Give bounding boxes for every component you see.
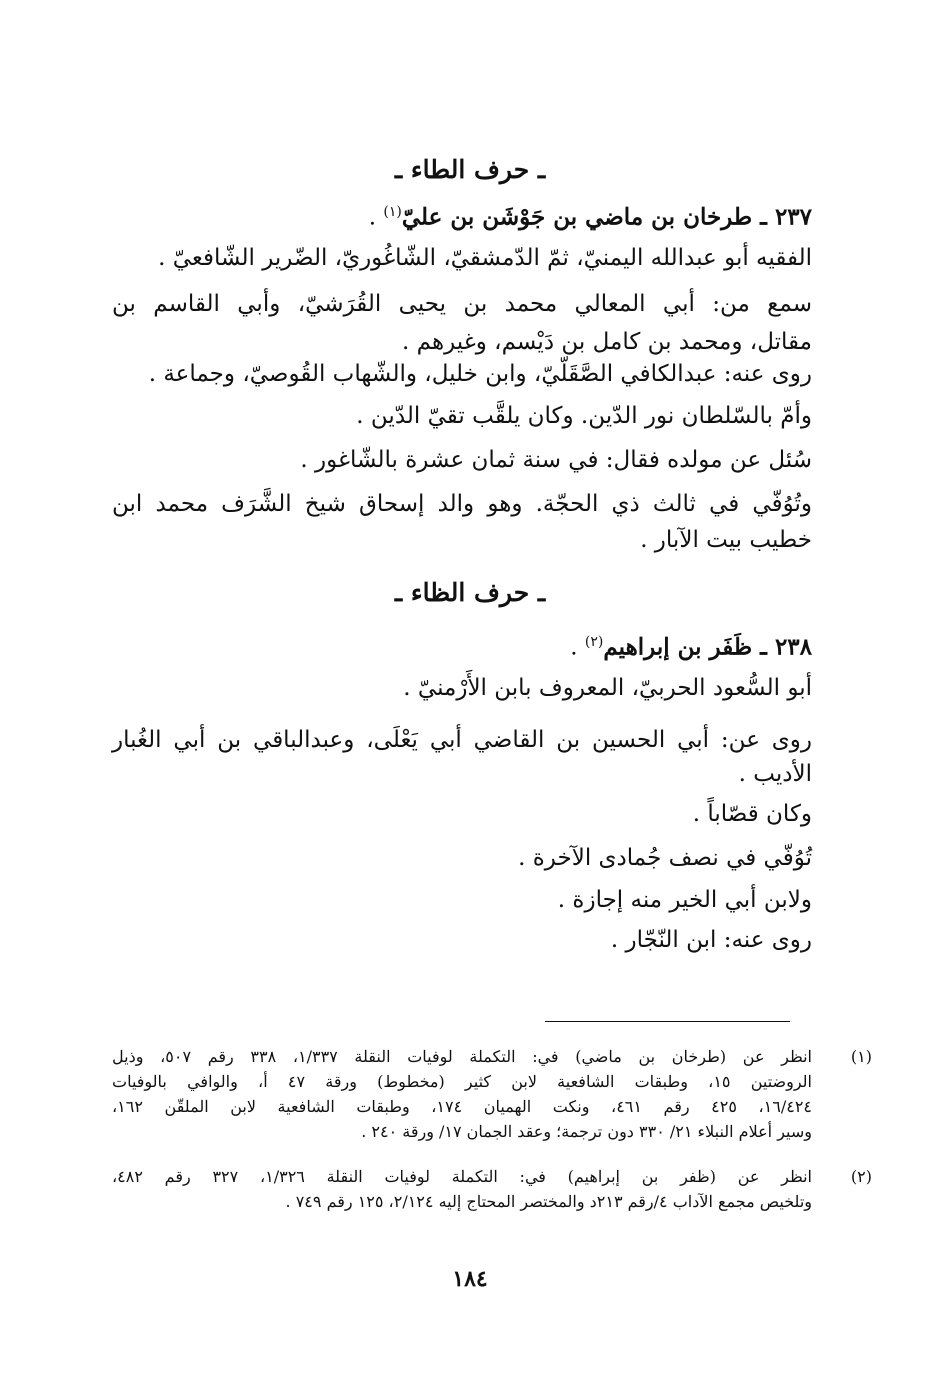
page-number: ١٨٤	[452, 1266, 488, 1292]
section-heading-ta: ـ حرف الطاء ـ	[394, 155, 546, 184]
footnote-1-line-3: ١٦/٤٢٤، ٤٢٥ رقم ٤٦١، ونكت الهميان ١٧٤، وطبقات الشافعية لابن الملقّن ١٦٢،	[112, 1097, 813, 1116]
entry-238-title-end: .	[570, 634, 585, 661]
entry-238-line-2: روى عن: أبي الحسين بن القاضي أبي يَعْلَى، وعبدالباقي بن أبي الغُبار	[112, 727, 812, 753]
section-heading-za: ـ حرف الظاء ـ	[394, 578, 546, 607]
footnote-ref-2: (٢)	[584, 634, 604, 650]
entry-238-line-1: أبو السُّعود الحربيّ، المعروف بابن الأَرْمنيّ .	[403, 675, 812, 701]
footnote-2-number: (٢)	[850, 1167, 872, 1186]
footnote-1-line-1: انظر عن (طرخان بن ماضي) في: التكملة لوفيات النقلة ١/٣٣٧، ٣٣٨ رقم ٥٠٧، وذيل	[112, 1047, 813, 1066]
entry-237-line-5: وأمّ بالسّلطان نور الدّين. وكان يلقَّب تقيّ الدّين .	[356, 403, 812, 429]
footnote-1-number: (١)	[850, 1047, 872, 1066]
footnote-separator	[545, 1021, 790, 1022]
entry-238-line-5: تُوُفّي في نصف جُمادى الآخرة .	[518, 845, 812, 871]
entry-238-title	[122, 620, 812, 670]
entry-238-name: ٢٣٨ ـ ظَفَر بن إبراهيم	[603, 633, 812, 661]
entry-237-line-3: مقاتل، ومحمد بن كامل بن دَيْسم، وغيرهم .	[402, 329, 812, 355]
entry-237-line-7: وتُوُفّي في ثالث ذي الحجّة. وهو والد إسحاق شيخ الشَّرَف محمد ابن	[112, 491, 812, 517]
entry-238-line-4: وكان قصّاباً .	[692, 801, 812, 827]
entry-237-name: ٢٣٧ ـ طرخان بن ماضي بن جَوْشَن بن عليّ	[401, 203, 812, 231]
entry-238-line-7: روى عنه: ابن النّجّار .	[610, 927, 812, 953]
entry-237-title-end: .	[368, 204, 384, 231]
entry-237-line-4: روى عنه: عبدالكافي الصَّقَلّيّ، وابن خليل، والشّهاب القُوصيّ، وجماعة .	[148, 361, 812, 387]
entry-237-title	[122, 190, 812, 240]
entry-238-line-3: الأديب .	[738, 761, 812, 787]
entry-237-line-6: سُئل عن مولده فقال: في سنة ثمان عشرة بالشّاغور .	[300, 447, 812, 473]
footnote-1	[112, 1044, 872, 1144]
footnote-2-line-2: وتلخيص مجمع الآداب ٤/رقم ٢١٣د والمختصر المحتاج إليه ٢/١٢٤، ١٢٥ رقم ٧٤٩ .	[285, 1192, 812, 1211]
entry-237-line-1: الفقيه أبو عبدالله اليمنيّ، ثمّ الدّمشقيّ، الشّاغُوريّ، الضّرير الشّافعيّ .	[158, 245, 812, 271]
entry-238-line-6: ولابن أبي الخير منه إجازة .	[557, 887, 812, 913]
entry-237-line-8: خطيب بيت الآبار .	[640, 527, 812, 553]
footnote-1-line-2: الروضتين ١٥، وطبقات الشافعية لابن كثير (مخطوط) ورقة ٤٧ أ، والوافي بالوفيات	[112, 1072, 813, 1091]
footnote-2-line-1: انظر عن (ظفر بن إبراهيم) في: التكملة لوفيات النقلة ١/٣٢٦، ٣٢٧ رقم ٤٨٢،	[112, 1167, 812, 1186]
footnote-2	[112, 1164, 872, 1214]
footnote-1-line-4: وسير أعلام النبلاء ٢١/ ٣٣٠ دون ترجمة؛ وعقد الجمان ١٧/ ورقة ٢٤٠ .	[361, 1122, 812, 1141]
footnote-ref-1: (١)	[383, 204, 402, 220]
entry-237-line-2: سمع من: أبي المعالي محمد بن يحيى القُرَشيّ، وأبي القاسم بن	[112, 291, 812, 317]
